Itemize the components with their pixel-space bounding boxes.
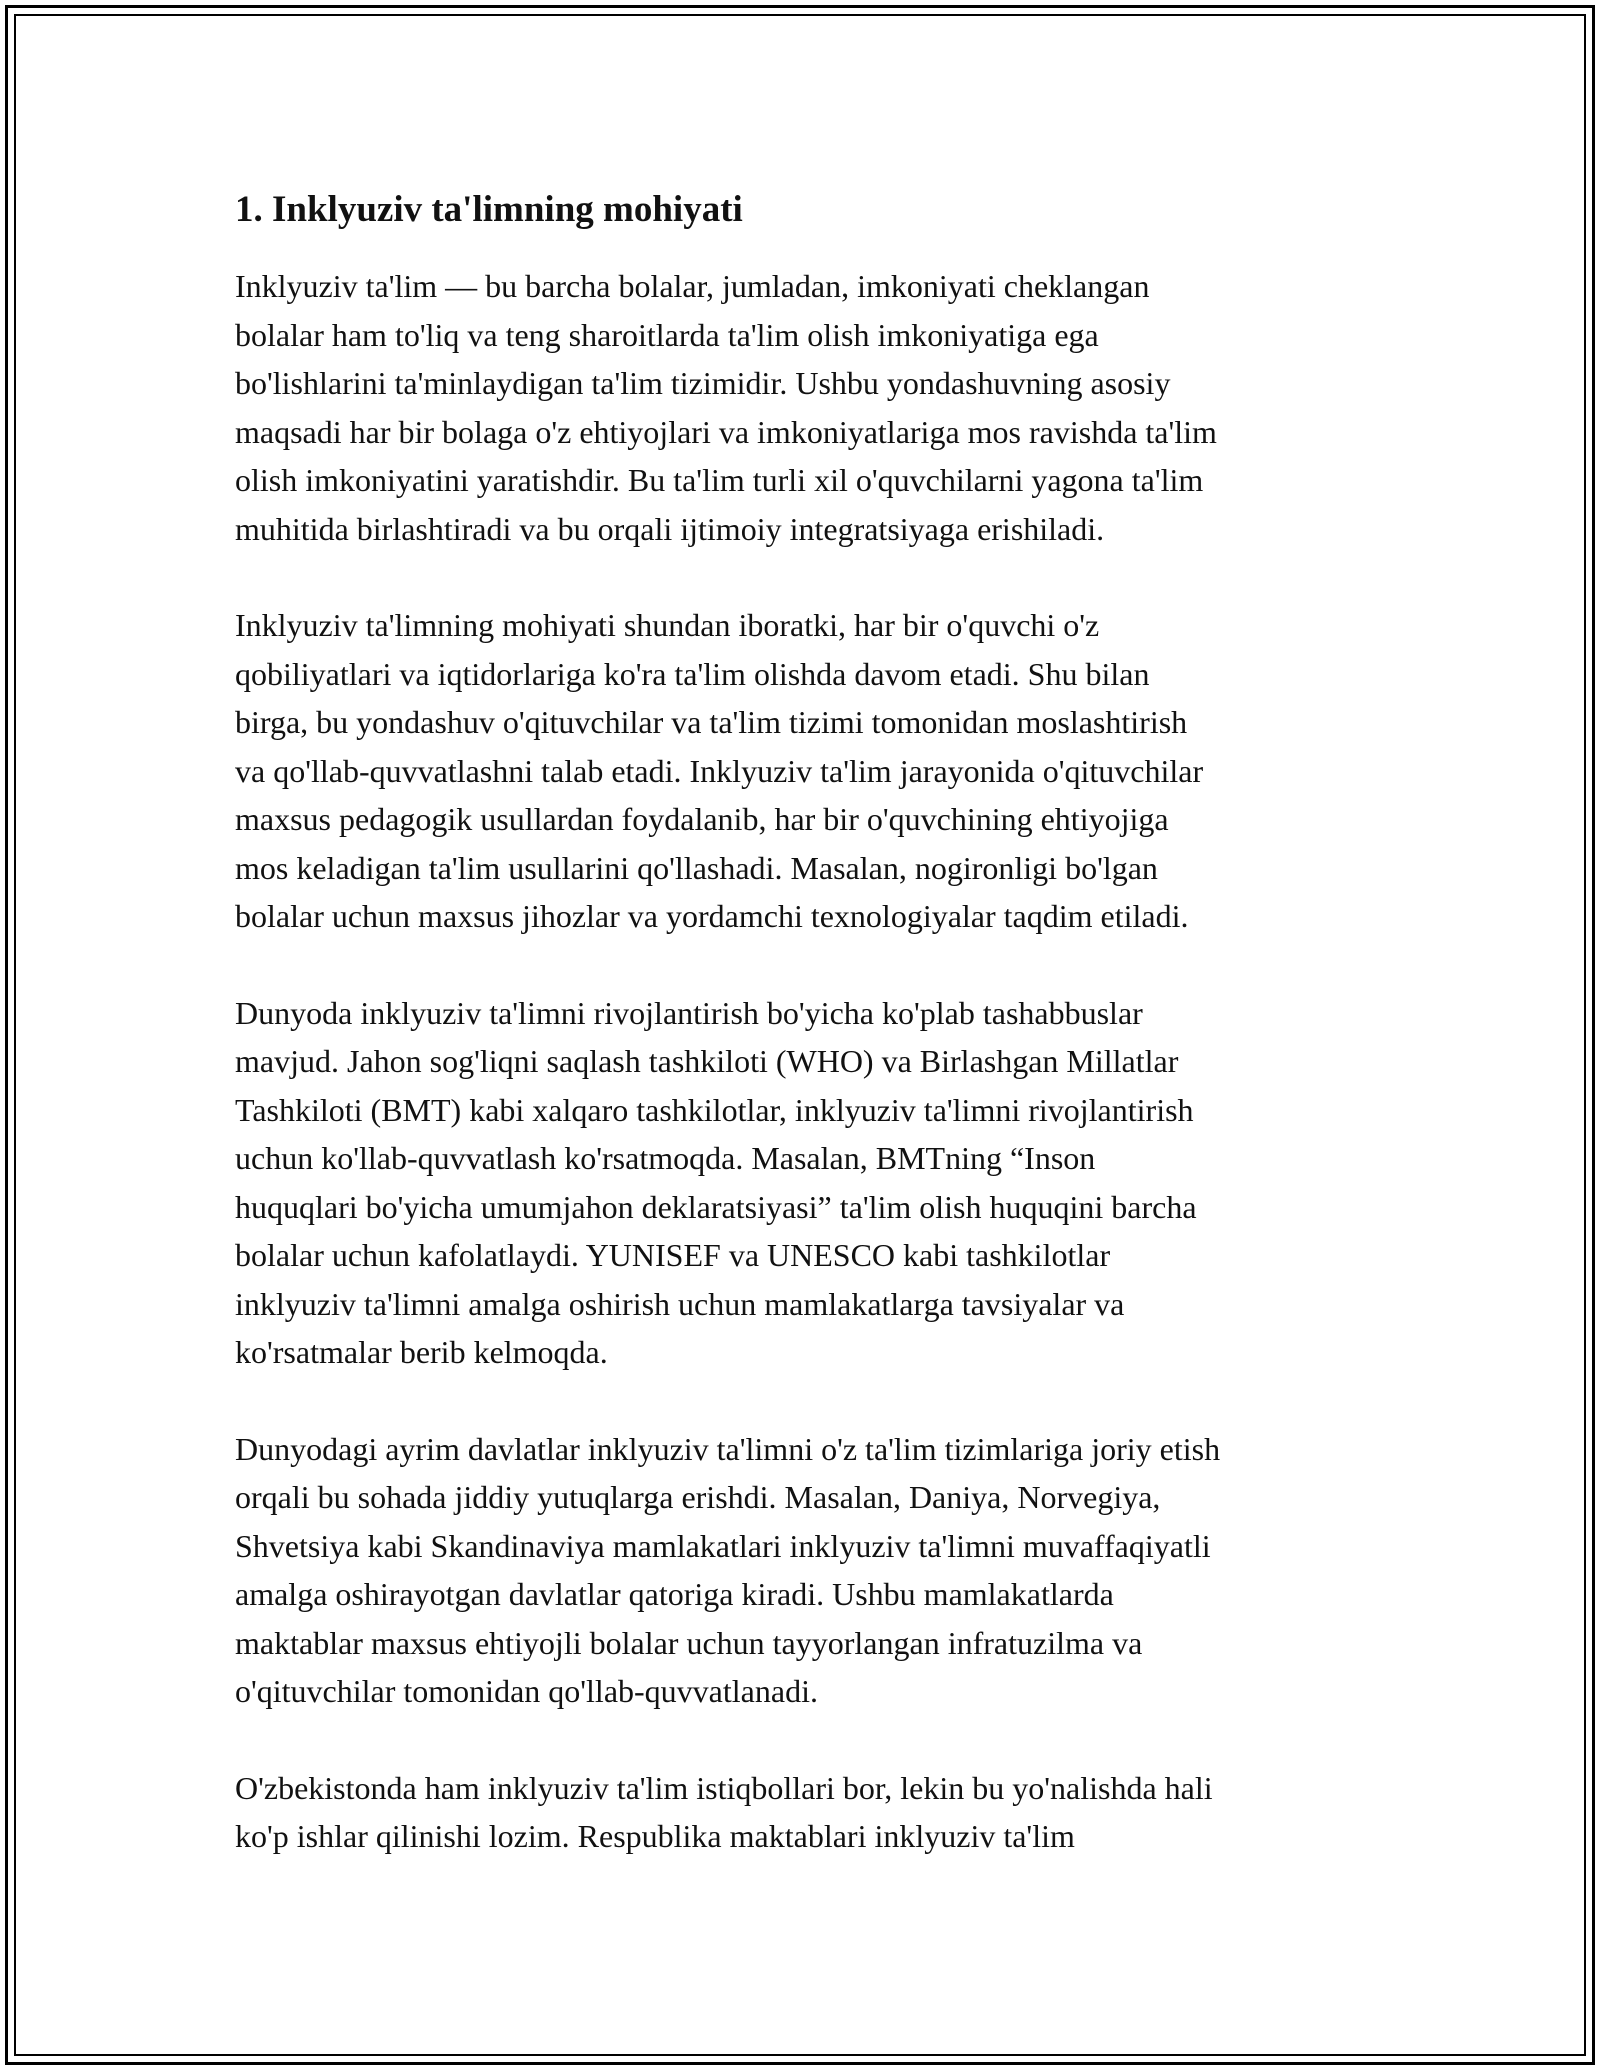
document-body (235, 186, 1375, 1909)
paragraph-line: mavjud. Jahon sog'liqni saqlash tashkiloti (WHO) va Birlashgan Millatlar (235, 1043, 1179, 1079)
paragraph-line: qobiliyatlari va iqtidorlariga ko'ra ta'lim olishda davom etadi. Shu bilan (235, 655, 1150, 692)
paragraph-4 (235, 1425, 1375, 1716)
paragraph-line: Shvetsiya kabi Skandinaviya mamlakatlari inklyuziv ta'limni muvaffaqiyatli (235, 1527, 1211, 1564)
paragraph-line: birga, bu yondashuv o'qituvchilar va ta'lim tizimi tomonidan moslashtirish (235, 704, 1188, 740)
paragraph-line: maktablar maxsus ehtiyojli bolalar uchun tayyorlangan infratuzilma va (235, 1624, 1143, 1661)
paragraph-line: Tashkiloti (BMT) kabi xalqaro tashkilotlar, inklyuziv ta'limni rivojlantirish (235, 1091, 1194, 1128)
paragraph-3 (235, 989, 1375, 1377)
paragraph-line: bo'lishlarini ta'minlaydigan ta'lim tizimidir. Ushbu yondashuvning asosiy (235, 365, 1171, 401)
paragraph-line: Inklyuziv ta'limning mohiyati shundan iboratki, har bir o'quvchi o'z (235, 607, 1100, 643)
paragraph-line: huquqlari bo'yicha umumjahon deklaratsiyasi” ta'lim olish huquqini barcha (235, 1188, 1197, 1225)
paragraph-line: va qo'llab-quvvatlashni talab etadi. Inklyuziv ta'lim jarayonida o'qituvchilar (235, 752, 1204, 789)
paragraph-line: ko'p ishlar qilinishi lozim. Respublika maktablari inklyuziv ta'lim (235, 1818, 1075, 1854)
paragraph-line: mos keladigan ta'lim usullarini qo'llashadi. Masalan, nogironligi bo'lgan (235, 849, 1158, 886)
paragraph-line: O'zbekistonda ham inklyuziv ta'lim istiqbollari bor, lekin bu yo'nalishda hali (235, 1769, 1213, 1806)
paragraph-line: olish imkoniyatini yaratishdir. Bu ta'lim turli xil o'quvchilarni yagona ta'lim (235, 462, 1204, 498)
paragraph-line: o'qituvchilar tomonidan qo'llab-quvvatlanadi. (235, 1673, 818, 1709)
paragraph-line: bolalar uchun maxsus jihozlar va yordamchi texnologiyalar taqdim etiladi. (235, 898, 1189, 934)
paragraph-line: amalga oshirayotgan davlatlar qatoriga kiradi. Ushbu mamlakatlarda (235, 1576, 1114, 1612)
paragraph-line: muhitida birlashtiradi va bu orqali ijtimoiy integratsiyaga erishiladi. (235, 510, 1105, 547)
paragraph-line: orqali bu sohada jiddiy yutuqlarga erishdi. Masalan, Daniya, Norvegiya, (235, 1479, 1161, 1515)
paragraph-line: maqsadi har bir bolaga o'z ehtiyojlari va imkoniyatlariga mos ravishda ta'lim (235, 413, 1217, 450)
paragraph-5 (235, 1764, 1375, 1861)
paragraph-line: ko'rsatmalar berib kelmoqda. (235, 1334, 608, 1370)
section-title: 1. Inklyuziv ta'limning mohiyati (235, 189, 743, 230)
paragraph-line: Dunyodagi ayrim davlatlar inklyuziv ta'limni o'z ta'lim tizimlariga joriy etish (235, 1430, 1221, 1467)
paragraph-line: uchun ko'llab-quvvatlash ko'rsatmoqda. Masalan, BMTning “Inson (235, 1140, 1096, 1176)
paragraph-line: bolalar uchun kafolatlaydi. YUNISEF va UNESCO kabi tashkilotlar (235, 1237, 1111, 1273)
paragraph-line: Inklyuziv ta'lim — bu barcha bolalar, jumladan, imkoniyati cheklangan (235, 268, 1150, 304)
paragraph-1 (235, 262, 1375, 553)
paragraph-line: inklyuziv ta'limni amalga oshirish uchun mamlakatlarga tavsiyalar va (235, 1285, 1125, 1322)
paragraph-line: maxsus pedagogik usullardan foydalanib, har bir o'quvchining ehtiyojiga (235, 801, 1169, 837)
paragraph-2 (235, 601, 1375, 941)
paragraph-line: bolalar ham to'liq va teng sharoitlarda ta'lim olish imkoniyatiga ega (235, 316, 1099, 353)
paragraph-line: Dunyoda inklyuziv ta'limni rivojlantirish bo'yicha ko'plab tashabbuslar (235, 994, 1143, 1031)
